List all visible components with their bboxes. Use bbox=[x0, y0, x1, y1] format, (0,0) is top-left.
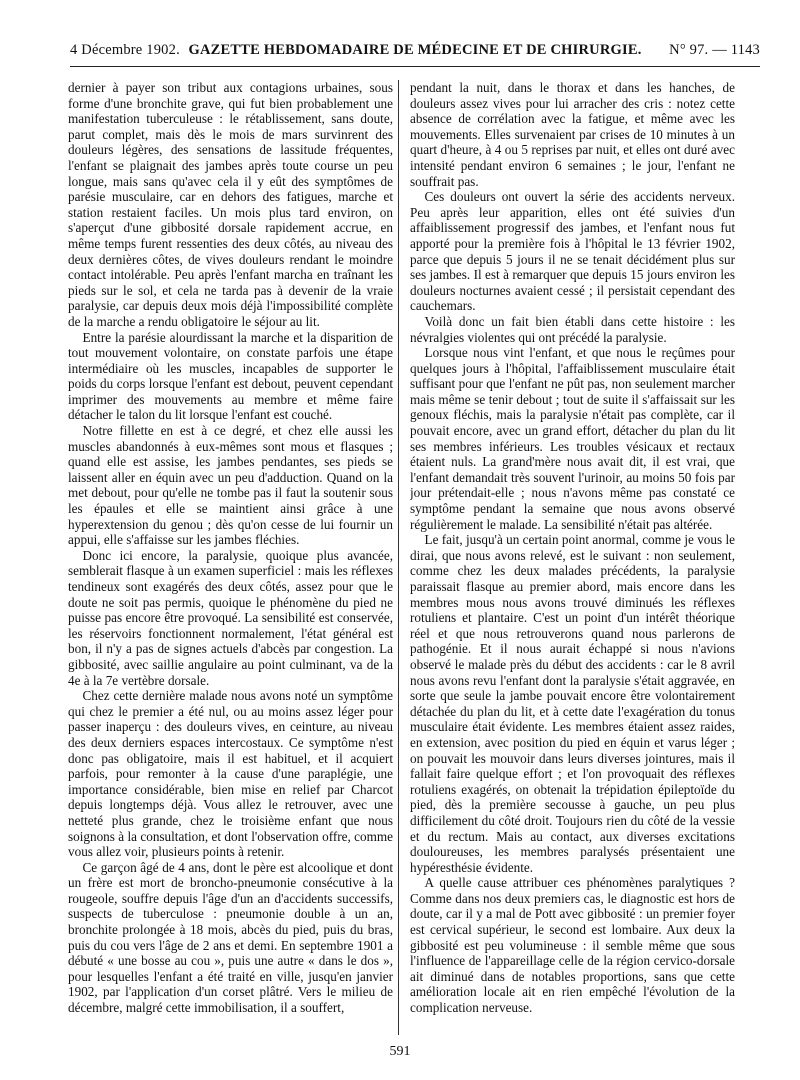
right-column bbox=[410, 80, 735, 1035]
paragraph: Voilà donc un fait bien établi dans cette histoire : les névralgies violentes qui ont précédé la paralysie. bbox=[410, 313, 735, 345]
header-rule bbox=[70, 66, 760, 67]
paragraph: pendant la nuit, dans le thorax et dans les hanches, de douleurs assez vives pour lui arracher des cris : notez cette absence de corrélation avec la fatigue, et même avec les mouvements. Elles survenaient par crises de 10 minutes à un quart d'heure, à 4 ou 5 reprises par nuit, et elles ont duré avec intensité pendant environ 6 semaines ; le jour, l'enfant ne souffrait pas. bbox=[410, 80, 735, 189]
paragraph: Ces douleurs ont ouvert la série des accidents nerveux. Peu après leur apparition, elles ont été suivies d'un affaiblissement progressif des jambes, et l'enfant nous fut apporté pour la première fois à l'hôpital le 13 février 1902, parce que depuis 5 jours il ne se tenait décidément plus sur ses jambes. Il est à remarquer que depuis 15 jours environ les douleurs nocturnes avaient cessé ; il persistait cependant des cauchemars. bbox=[410, 189, 735, 314]
paragraph: Ce garçon âgé de 4 ans, dont le père est alcoolique et dont un frère est mort de broncho-pneumonie consécutive à la rougeole, souffre depuis l'âge d'un an d'accidents successifs, suspects de tuberculose : pneumonie double à un an, bronchite prolongée à 18 mois, abcès du pied, puis du bras, puis du cou vers l'âge de 2 ans et demi. En septembre 1901 a débuté « une bosse au cou », puis une autre « dans le dos », pour lesquelles l'enfant a été traité en ville, jusqu'en janvier 1902, par l'application d'un corset plâtré. Vers le milieu de décembre, malgré cette immobilisation, il a souffert, bbox=[68, 859, 393, 1016]
paragraph: Entre la parésie alourdissant la marche et la disparition de tout mouvement volontaire, on constate parfois une étape intermédiaire où les muscles, incapables de supporter le poids du corps lorsque l'enfant est debout, peuvent cependant imprimer des mouvements au membre et même faire détacher le talon du lit lorsque l'enfant est couché. bbox=[68, 329, 393, 423]
paragraph: Chez cette dernière malade nous avons noté un symptôme qui chez le premier a été nul, ou au moins assez léger pour passer inaperçu : des douleurs vives, en ceinture, au niveau des deux derniers espaces intercostaux. Ce symptôme n'est donc pas obligatoire, mais il est habituel, et il acquiert parfois, pour remonter à la cause d'une paraplégie, une importance considérable, bien mise en relief par Charcot depuis longtemps déjà. Vous allez le retrouver, avec une netteté plus grande, chez le troisième enfant que nous soignons à la consultation, et dont l'observation offre, comme vous allez voir, plusieurs points à retenir. bbox=[68, 688, 393, 860]
paragraph: A quelle cause attribuer ces phénomènes paralytiques ? Comme dans nos deux premiers cas, le diagnostic est hors de doute, car il y a mal de Pott avec gibbosité : un premier foyer est cervical supérieur, le second est lombaire. Aux deux la gibbosité est peu volumineuse : il semble même que sous l'influence de l'appareillage celle de la région cervico-dorsale ait diminué dans de notables proportions, sans que cette amélioration locale ait en rien empêché l'évolution de la complication nerveuse. bbox=[410, 875, 735, 1016]
page-number: 591 bbox=[389, 1044, 411, 1059]
paragraph: Notre fillette en est à ce degré, et chez elle aussi les muscles abandonnés à eux-mêmes sont mous et flasques ; quand elle est assise, les jambes pendantes, ses pieds se laissent aller en équin avec un peu d'adduction. Quand on la met debout, pour qu'elle ne tombe pas il faut la soutenir sous les épaules et elle se maintient ainsi grâce à une hyperextension du genou ; dès qu'on cesse de lui fournir un appui, elle s'affaisse sur les jambes fléchies. bbox=[68, 423, 393, 548]
left-column bbox=[68, 80, 393, 1035]
paragraph: Donc ici encore, la paralysie, quoique plus avancée, semblerait flasque à un examen superficiel : mais les réflexes tendineux sont exagérés des deux côtés, assez pour que le doute ne soit pas permis, quoique le phénomène du pied ne puisse pas encore être provoqué. La sensibilité est conservée, les réservoirs fonctionnent normalement, l'état général est bon, il n'y a pas de signes actuels d'abcès par congestion. La gibbosité, avec saillie angulaire au point culminant, va de la 4e à la 7e vertèbre dorsale. bbox=[68, 547, 393, 688]
issue-number: N° 97. — 1143 bbox=[669, 42, 760, 58]
running-header bbox=[70, 40, 760, 64]
paragraph: dernier à payer son tribut aux contagions urbaines, sous forme d'une bronchite grave, qui fut bien probablement une manifestation tuberculeuse : le rétablissement, sans doute, parut complet, mais dès le mois de mars survinrent des douleurs légères, des sensations de lassitude fréquentes, l'enfant se plaignait des jambes après toute course un peu longue, mais sans qu'avec cela il y eût des symptômes de parésie musculaire, car en dehors des fatigues, marche et station restaient faciles. Un mois plus tard environ, on s'aperçut d'une gibbosité dorsale rapidement accrue, en même temps furent ressenties des deux côtés, au niveau des deux dernières côtes, de vives douleurs rendant le moindre contact intolérable. Peu après l'enfant marcha en traînant les pieds sur le sol, et cela ne tarda pas à devenir de la vraie paralysie, car depuis deux mois déjà l'impossibilité complète de la marche a rendu obligatoire le séjour au lit. bbox=[68, 80, 393, 329]
issue-date: 4 Décembre 1902. bbox=[70, 42, 180, 58]
paragraph: Le fait, jusqu'à un certain point anormal, comme je vous le dirai, que nous avons relevé, est le suivant : non seulement, comme chez les deux malades précédents, la paralysie paraissait flasque au premier abord, mais encore dans les membres mous nous avons trouvé diminués les réflexes rotuliens et plantaire. C'est un point d'un intérêt théorique réel et que nous retrouverons quand nous parlerons de pathogénie. Et il nous aurait échappé si nous n'avions observé le malade près du début des accidents : car le 8 avril nous avons revu l'enfant dont la paralysie s'était aggravée, en sorte que seule la jambe pouvait encore être volontairement détachée du plan du lit, et à cette date l'exagération du tonus musculaire était évidente. Les membres étaient assez raides, en extension, avec position du pied en équin et varus léger ; on pouvait les mouvoir dans leurs diverses jointures, mais il fallait faire quelque effort ; et l'on provoquait des réflexes rotuliens exagérés, on obtenait la trépidation épileptoïde du pied, dès la première secousse à gauche, un peu plus difficilement du côté droit. Toujours rien du côté de la vessie et du rectum. Mais au contact, aux diverses excitations douloureuses, les membres paralysés présentaient une hypéresthésie évidente. bbox=[410, 532, 735, 875]
journal-title: GAZETTE HEBDOMADAIRE DE MÉDECINE ET DE CHIRURGIE. bbox=[188, 42, 642, 58]
column-divider bbox=[398, 80, 399, 1035]
paragraph: Lorsque nous vint l'enfant, et que nous le reçûmes pour quelques jours à l'hôpital, l'affaiblissement musculaire était suffisant pour que l'enfant ne pût pas, non seulement marcher mais même se tenir debout ; tout de suite il s'affaissait sur les genoux fléchis, mais la paralysie n'était pas complète, car il pouvait encore, avec un grand effort, détacher du plan du lit ses membres inférieurs. Les troubles vésicaux et rectaux étaient nuls. La grand'mère nous avait dit, il est vrai, que l'enfant demandait très souvent l'urinoir, au moins 50 fois par jour prétendait-elle ; nous n'avons même pas constaté ce symptôme pendant la semaine que nous avons observé régulièrement le malade. La sensibilité n'était pas altérée. bbox=[410, 345, 735, 532]
